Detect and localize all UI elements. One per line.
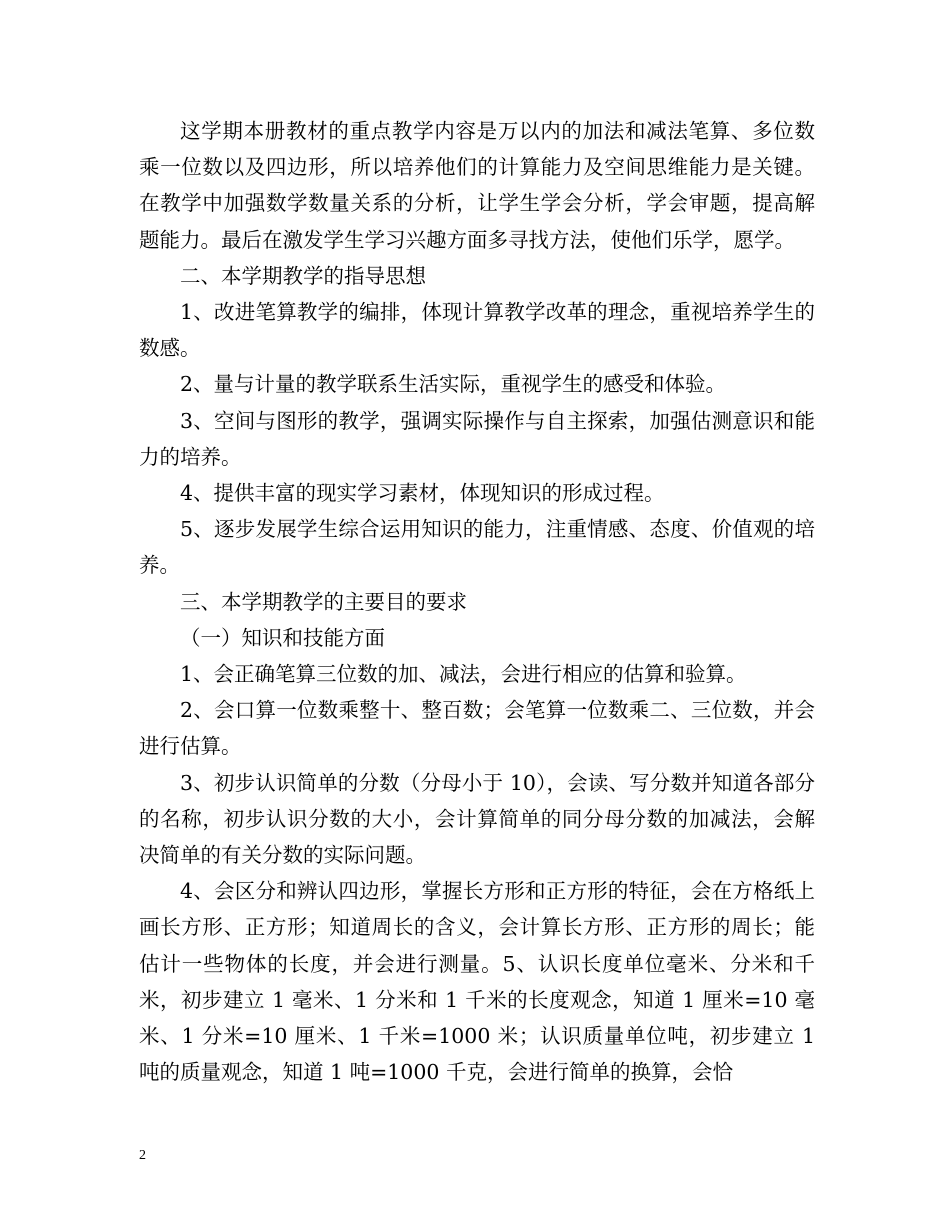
list-item: 5、逐步发展学生综合运用知识的能力，注重情感、态度、价值观的培养。 bbox=[139, 517, 815, 578]
section-heading-main-goals: 三、本学期教学的主要目的要求 bbox=[180, 589, 467, 614]
list-item: 2、量与计量的教学联系生活实际，重视学生的感受和体验。 bbox=[180, 372, 727, 397]
list-item: 1、会正确笔算三位数的加、减法，会进行相应的估算和验算。 bbox=[180, 662, 747, 687]
list-item: 4、会区分和辨认四边形，掌握长方形和正方形的特征，会在方格纸上画长方形、正方形；知道周长的含义，会计算长方形、正方形的周长；能估计一些物体的长度，并会进行测量。5、认识长度单位毫米、分米和千米，初步建立 1 毫米、1 分米和 1 千米的长度观念，知道 1 厘米=10 毫米、1 分米=10 厘米、1 千米=1000 米；认识质量单位吨，初步建立 1 吨的质量观念，知道 1 吨=1000 千克，会进行简单的换算，会恰 bbox=[139, 879, 815, 1085]
list-item: 3、初步认识简单的分数（分母小于 10），会读、写分数并知道各部分的名称，初步认识分数的大小，会计算简单的同分母分数的加减法，会解决简单的有关分数的实际问题。 bbox=[139, 770, 815, 868]
document-body bbox=[139, 113, 815, 1090]
list-item: 1、改进笔算教学的编排，体现计算教学改革的理念，重视培养学生的数感。 bbox=[139, 300, 815, 361]
page-number: 2 bbox=[139, 1148, 146, 1163]
list-item: 4、提供丰富的现实学习素材，体现知识的形成过程。 bbox=[180, 481, 665, 506]
list-item: 2、会口算一位数乘整十、整百数；会笔算一位数乘二、三位数，并会进行估算。 bbox=[139, 698, 815, 759]
subsection-heading-knowledge-skills: （一）知识和技能方面 bbox=[180, 625, 385, 650]
section-heading-guiding-thought: 二、本学期教学的指导思想 bbox=[180, 263, 426, 288]
paragraph-intro: 这学期本册教材的重点教学内容是万以内的加法和减法笔算、多位数乘一位数以及四边形，所以培养他们的计算能力及空间思维能力是关键。在教学中加强数学数量关系的分析，让学生学会分析，学会审题，提高解题能力。最后在激发学生学习兴趣方面多寻找方法，使他们乐学，愿学。 bbox=[139, 119, 815, 252]
list-item: 3、空间与图形的教学，强调实际操作与自主探索，加强估测意识和能力的培养。 bbox=[139, 408, 815, 469]
